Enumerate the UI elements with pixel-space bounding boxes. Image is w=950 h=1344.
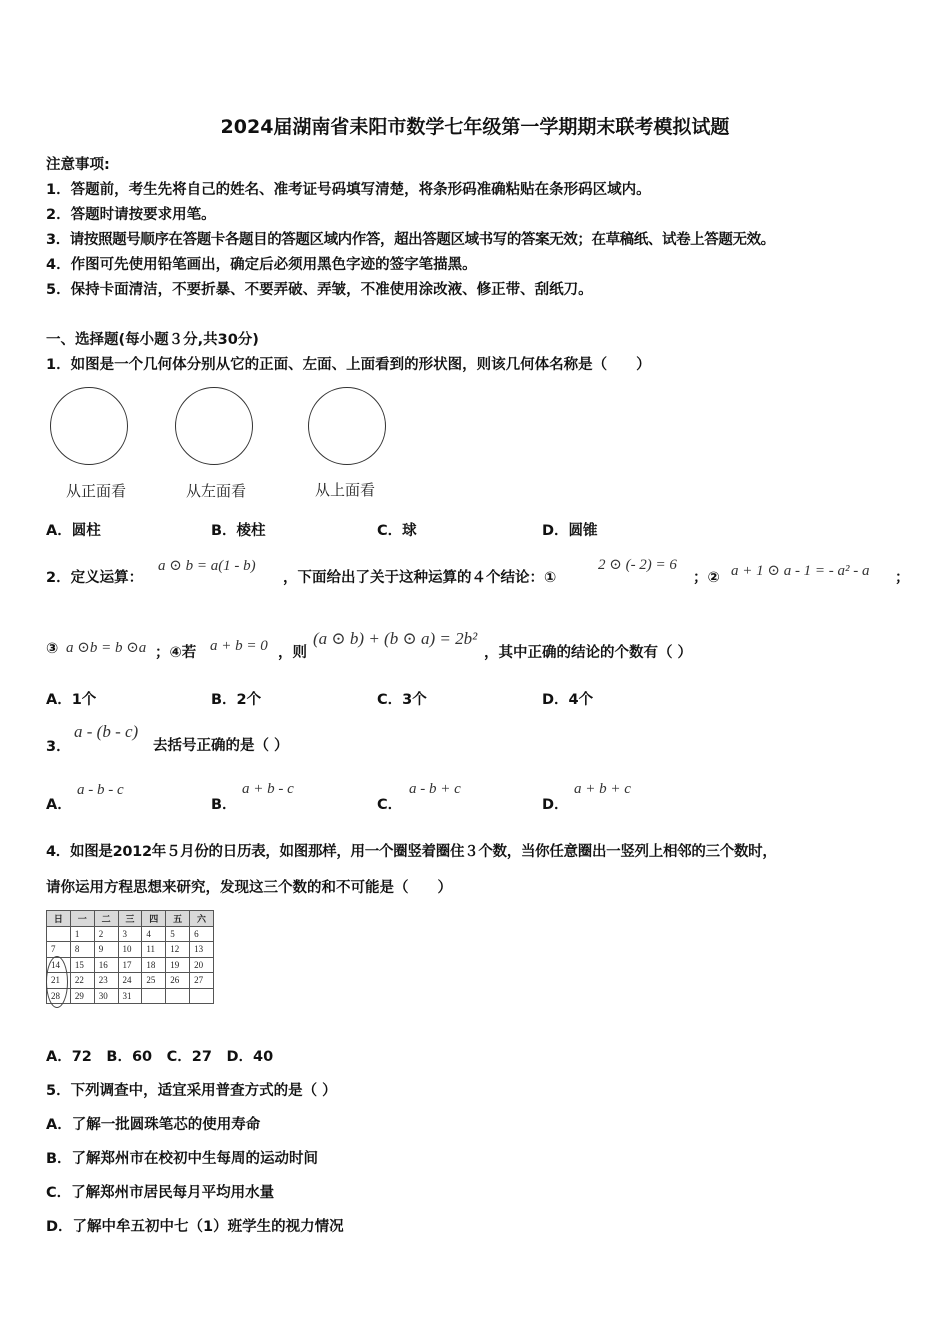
calendar-cell: 30 [94, 988, 118, 1004]
q2-circ3: ③ [46, 641, 59, 657]
q2-conclusion-1: 2 ⊙ (- 2) = 6 [598, 557, 677, 573]
top-view-label: 从上面看 [315, 481, 376, 499]
calendar-cell: 23 [94, 973, 118, 989]
calendar-cell: 19 [166, 957, 190, 973]
q5-option-d: D．了解中牟五初中七（1）班学生的视力情况 [46, 1219, 344, 1235]
q5-option-b: B．了解郑州市在校初中生每周的运动时间 [46, 1151, 319, 1167]
q1-option-b: B．棱柱 [211, 523, 266, 539]
notice-item-3: 3．请按照题号顺序在答题卡各题目的答题区域内作答，超出答题区域书写的答案无效；在草稿纸、试卷上答题无效。 [46, 232, 775, 248]
q1-stem: 1．如图是一个几何体分别从它的正面、左面、上面看到的形状图，则该几何体名称是（ ） [46, 357, 651, 373]
q1-option-a: A．圆柱 [46, 523, 101, 539]
calendar-cell: 22 [70, 973, 94, 989]
q3-option-c-label: C． [377, 797, 403, 813]
calendar-cell: 11 [142, 942, 166, 958]
calendar-cell: 3 [118, 926, 142, 942]
q2-conclusion-2: a + 1 ⊙ a - 1 = - a² - a [731, 563, 870, 579]
calendar-header: 二 [94, 911, 118, 927]
q3-number: 3． [46, 739, 71, 755]
q2-option-c: C．3个 [377, 692, 427, 708]
q2-sep2: ；④若 [155, 645, 197, 661]
notice-item-1: 1．答题前，考生先将自己的姓名、准考证号码填写清楚，将条形码准确粘贴在条形码区域内。 [46, 182, 651, 198]
q2-end1: ； [895, 570, 910, 586]
calendar-cell: 9 [94, 942, 118, 958]
q3-option-a-label: A． [46, 797, 72, 813]
left-view-label: 从左面看 [186, 482, 247, 500]
q2-definition: a ⊙ b = a(1 - b) [158, 558, 256, 574]
left-view-circle [175, 387, 253, 465]
calendar-cell: 21 [47, 973, 71, 989]
front-view-circle [50, 387, 128, 465]
calendar-cell: 1 [70, 926, 94, 942]
calendar-header: 一 [70, 911, 94, 927]
q3-option-d-label: D． [542, 797, 569, 813]
q2-tail: ，其中正确的结论的个数有（ ） [484, 645, 693, 661]
notice-item-5: 5．保持卡面清洁，不要折暴、不要弄破、弄皱，不准使用涂改液、修正带、刮纸刀。 [46, 282, 593, 298]
calendar-cell [142, 988, 166, 1004]
calendar-cell: 13 [190, 942, 214, 958]
calendar-cell: 8 [70, 942, 94, 958]
calendar-week-row [47, 942, 214, 958]
q3-expression: a - (b - c) [74, 722, 139, 741]
q1-option-c: C．球 [377, 523, 417, 539]
q3-option-d-expr: a + b + c [574, 781, 631, 797]
calendar-cell: 29 [70, 988, 94, 1004]
calendar-cell: 28 [47, 988, 71, 1004]
q2-option-a: A．1个 [46, 692, 97, 708]
calendar-cell: 5 [166, 926, 190, 942]
calendar-week-row [47, 957, 214, 973]
q2-prefix: 2．定义运算： [46, 570, 144, 586]
calendar-cell: 18 [142, 957, 166, 973]
calendar-cell: 17 [118, 957, 142, 973]
q2-option-d: D．4个 [542, 692, 594, 708]
q5-stem: 5．下列调查中，适宜采用普查方式的是（ ） [46, 1083, 337, 1099]
calendar-header: 四 [142, 911, 166, 927]
q2-option-b: B．2个 [211, 692, 262, 708]
notice-item-4: 4．作图可先使用铅笔画出，确定后必须用黑色字迹的签字笔描黑。 [46, 257, 477, 273]
calendar-cell: 16 [94, 957, 118, 973]
calendar-cell [47, 926, 71, 942]
q3-option-a-expr: a - b - c [77, 782, 124, 798]
calendar-cell: 10 [118, 942, 142, 958]
calendar-header: 三 [118, 911, 142, 927]
q3-option-c-expr: a - b + c [409, 781, 461, 797]
section-heading: 一、选择题(每小题３分,共30分) [46, 332, 259, 348]
notice-heading: 注意事项: [46, 157, 110, 173]
calendar-header: 日 [47, 911, 71, 927]
q3-stem: 去括号正确的是（ ） [153, 738, 289, 754]
page-title: 2024届湖南省耒阳市数学七年级第一学期期末联考模拟试题 [220, 116, 730, 138]
q5-option-c: C．了解郑州市居民每月平均用水量 [46, 1185, 275, 1201]
q2-conclusion-4-condition: a + b = 0 [210, 638, 268, 654]
calendar-table [46, 910, 214, 1004]
calendar-cell: 15 [70, 957, 94, 973]
calendar-header: 五 [166, 911, 190, 927]
notice-item-2: 2．答题时请按要求用笔。 [46, 207, 216, 223]
calendar-cell: 27 [190, 973, 214, 989]
calendar-header: 六 [190, 911, 214, 927]
q5-option-a: A．了解一批圆珠笔芯的使用寿命 [46, 1117, 261, 1133]
calendar-cell: 12 [166, 942, 190, 958]
q3-option-b-expr: a + b - c [242, 781, 294, 797]
q4-line-2: 请你运用方程思想来研究，发现这三个数的和不可能是（ ） [46, 880, 452, 896]
calendar-week-row [47, 973, 214, 989]
q2-sep1: ；② [693, 570, 720, 586]
calendar-header-row [47, 911, 214, 927]
q1-option-d: D．圆锥 [542, 523, 598, 539]
q2-mid: ，下面给出了关于这种运算的４个结论：① [283, 570, 557, 586]
calendar-week-row [47, 988, 214, 1004]
top-view-circle [308, 387, 386, 465]
calendar-week-row [47, 926, 214, 942]
calendar-cell: 4 [142, 926, 166, 942]
calendar-cell: 7 [47, 942, 71, 958]
q4-line-1: 4．如图是2012年５月份的日历表，如图那样，用一个圈竖着圈住３个数，当你任意圈出一竖列上相邻的三个数时， [46, 844, 777, 860]
calendar-cell [190, 988, 214, 1004]
front-view-label: 从正面看 [66, 482, 127, 500]
q2-conclusion-4: (a ⊙ b) + (b ⊙ a) = 2b² [313, 629, 478, 648]
calendar-cell: 14 [47, 957, 71, 973]
q3-option-b-label: B． [211, 797, 237, 813]
q2-then: ，则 [278, 645, 307, 661]
calendar-cell: 31 [118, 988, 142, 1004]
calendar-cell: 24 [118, 973, 142, 989]
calendar-cell [166, 988, 190, 1004]
calendar-cell: 20 [190, 957, 214, 973]
q2-conclusion-3: a ⊙b = b ⊙a [66, 640, 147, 656]
calendar-cell: 2 [94, 926, 118, 942]
q4-options: A．72 B．60 C．27 D．40 [46, 1049, 274, 1065]
calendar-cell: 26 [166, 973, 190, 989]
calendar-cell: 6 [190, 926, 214, 942]
circled-column-mark [46, 956, 68, 1008]
calendar-cell: 25 [142, 973, 166, 989]
